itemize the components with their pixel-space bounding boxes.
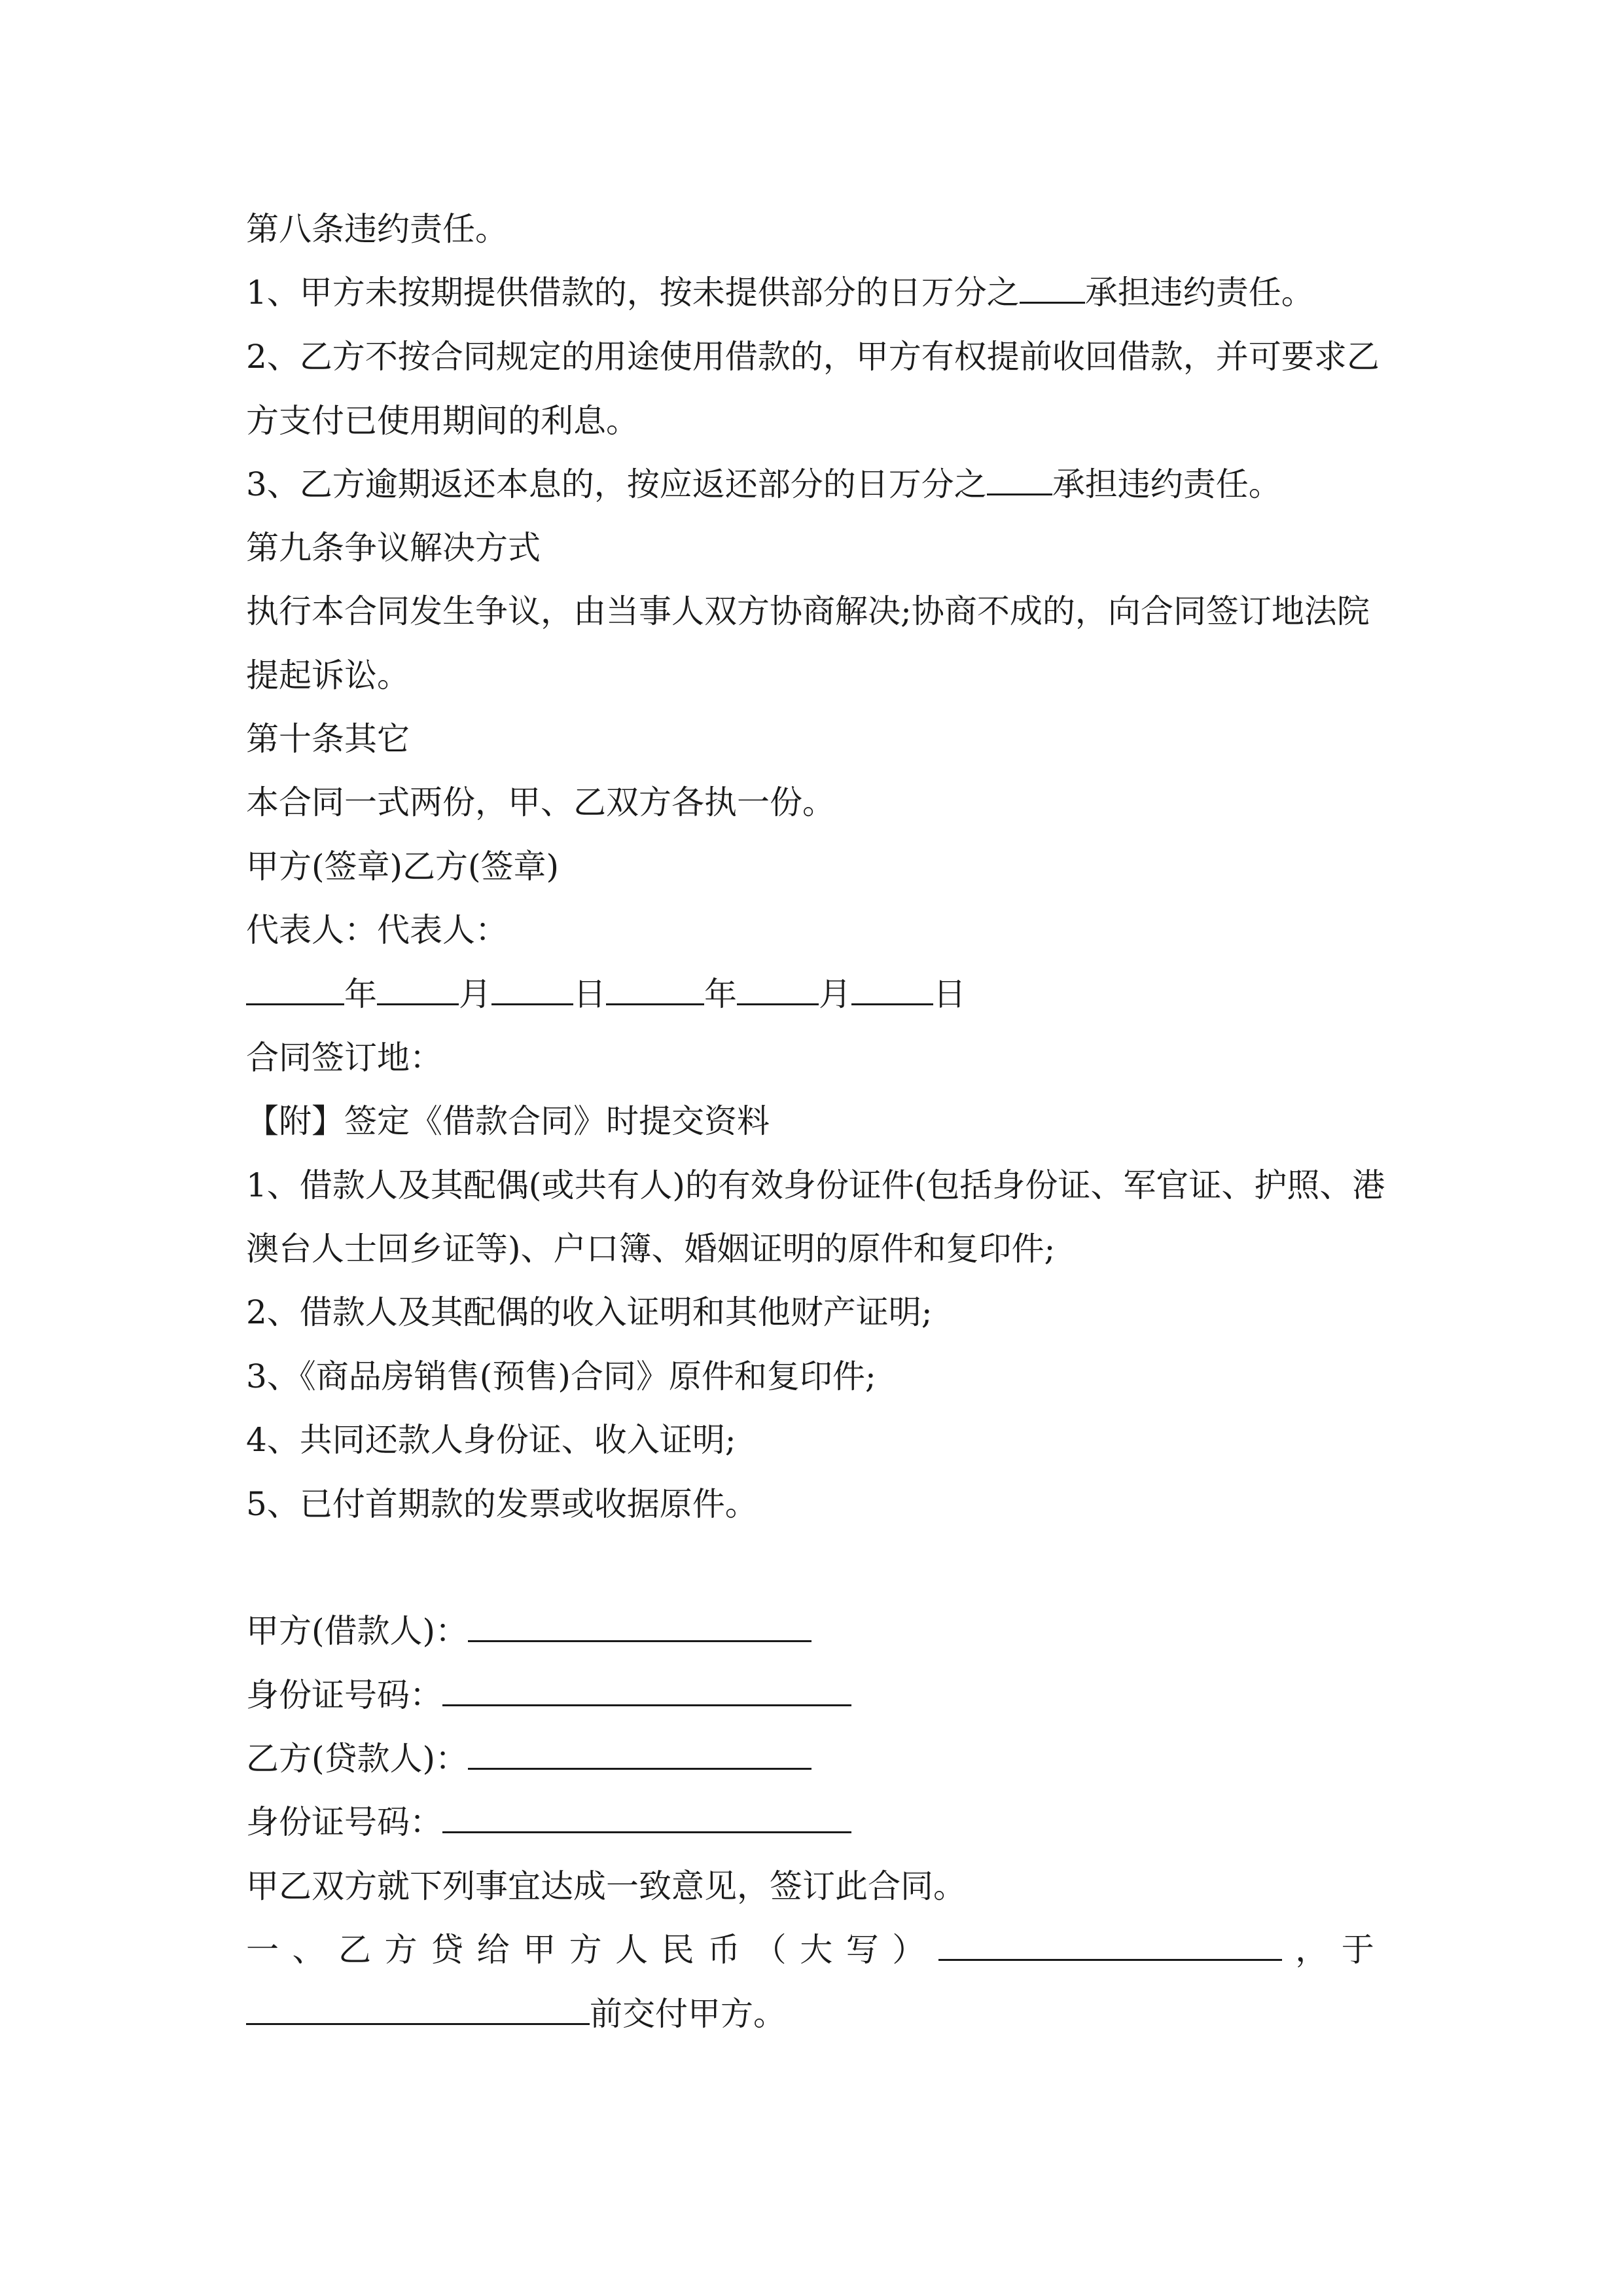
- article8-title: 第八条违约责任。: [246, 210, 508, 248]
- year-blank-b[interactable]: [606, 973, 704, 1005]
- article8-item1: 1、甲方未按期提供借款的，按未提供部分的日万分之 承担违约责任。: [246, 272, 1385, 314]
- clause1-line1: 一 、 乙 方 贷 给 甲 方 人 民 币 （ 大 写 ） ， 于: [246, 1929, 1374, 1971]
- article8-item2-line1: 2、乙方不按合同规定的用途使用借款的，甲方有权提前收回借款，并可要求乙: [246, 338, 1380, 376]
- article9-body-line2: 提起诉讼。: [246, 656, 410, 694]
- month-blank-b[interactable]: [737, 973, 819, 1005]
- daily-rate-blank-2[interactable]: [987, 463, 1052, 495]
- id-number-row-a: 身份证号码：: [246, 1674, 1385, 1716]
- party-a-id-field[interactable]: [442, 1674, 851, 1706]
- signature-representatives: 代表人：代表人：: [246, 911, 508, 949]
- article9-body-line1: 执行本合同发生争议，由当事人双方协商解决;协商不成的，向合同签订地法院: [246, 592, 1370, 630]
- article8-item2-line2: 方支付已使用期间的利息。: [246, 402, 639, 440]
- day-blank-a[interactable]: [491, 973, 573, 1005]
- appendix-item1-line2: 澳台人士回乡证等)、户口簿、婚姻证明的原件和复印件;: [246, 1230, 1056, 1268]
- appendix-item5: 5、已付首期款的发票或收据原件。: [246, 1485, 758, 1523]
- delivery-date-field[interactable]: [246, 1993, 590, 2025]
- contract-intro: 甲乙双方就下列事宜达成一致意见，签订此合同。: [246, 1867, 966, 1905]
- signature-dates: 年 月 日 年 月 日: [246, 973, 1385, 1015]
- signing-place: 合同签订地：: [246, 1039, 442, 1077]
- appendix-item3: 3、《商品房销售(预售)合同》原件和复印件;: [246, 1357, 876, 1395]
- party-a-row: 甲方(借款人)：: [246, 1610, 1385, 1652]
- appendix-item2: 2、借款人及其配偶的收入证明和其他财产证明;: [246, 1293, 933, 1331]
- id-number-row-b: 身份证号码：: [246, 1801, 1385, 1843]
- appendix-title: 【附】签定《借款合同》时提交资料: [246, 1102, 770, 1140]
- article8-item3: 3、乙方逾期返还本息的，按应返还部分的日万分之 承担违约责任。: [246, 463, 1385, 505]
- article10-body: 本合同一式两份，甲、乙双方各执一份。: [246, 783, 835, 821]
- year-blank-a[interactable]: [246, 973, 344, 1005]
- party-b-row: 乙方(贷款人)：: [246, 1738, 1385, 1780]
- day-blank-b[interactable]: [851, 973, 933, 1005]
- party-b-name-field[interactable]: [468, 1738, 812, 1770]
- month-blank-a[interactable]: [377, 973, 459, 1005]
- signature-parties: 甲方(签章)乙方(签章): [246, 848, 560, 886]
- loan-amount-field[interactable]: [938, 1929, 1282, 1961]
- article9-title: 第九条争议解决方式: [246, 529, 541, 567]
- appendix-item4: 4、共同还款人身份证、收入证明;: [246, 1421, 736, 1459]
- daily-rate-blank-1[interactable]: [1020, 272, 1085, 304]
- party-b-id-field[interactable]: [442, 1801, 851, 1833]
- clause1-line2: 前交付甲方。: [246, 1993, 1385, 2035]
- appendix-item1-line1: 1、借款人及其配偶(或共有人)的有效身份证件(包括身份证、军官证、护照、港: [246, 1166, 1385, 1204]
- article10-title: 第十条其它: [246, 720, 410, 758]
- party-a-name-field[interactable]: [468, 1610, 812, 1642]
